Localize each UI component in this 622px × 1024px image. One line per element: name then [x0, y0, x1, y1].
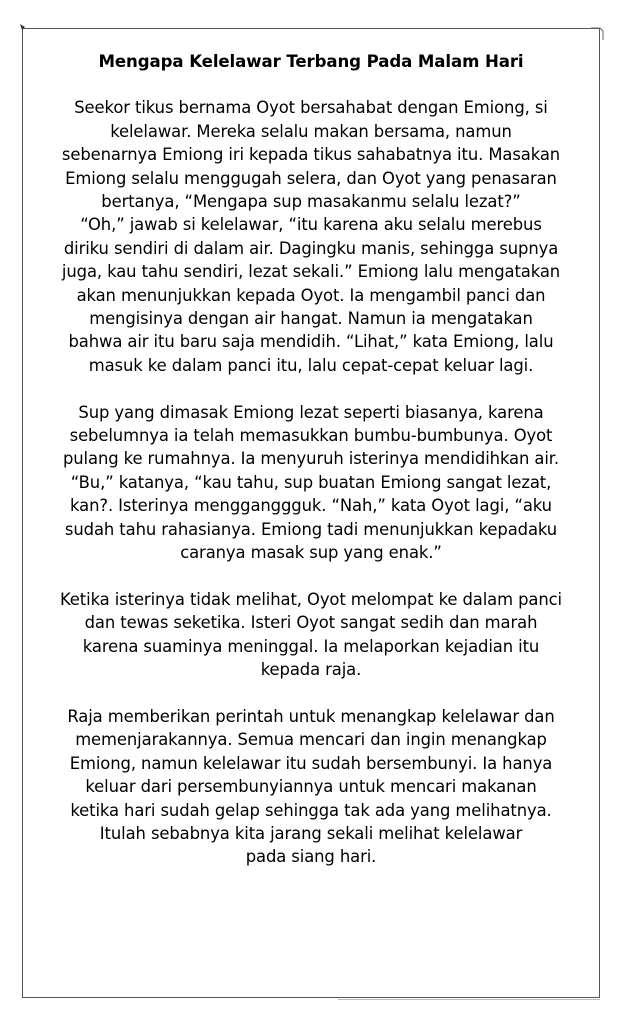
page-curl-icon [590, 27, 604, 41]
text-line: Itulah sebabnya kita jarang sekali melihat kelelawar [99, 823, 523, 843]
text-line: caranya masak sup yang enak.” [180, 543, 442, 563]
text-line: keluar dari persembunyiannya untuk mencari makanan [85, 777, 537, 797]
text-line: Raja memberikan perintah untuk menangkap kelelawar dan [67, 706, 555, 726]
text-line: “Bu,” katanya, “kau tahu, sup buatan Emiong sangat lezat, [70, 472, 552, 492]
corner-mark-icon [18, 22, 28, 32]
paragraph-3 [30, 588, 592, 682]
text-line: masuk ke dalam panci itu, lalu cepat-cepat keluar lagi. [88, 355, 534, 375]
text-line: dan tewas seketika. Isteri Oyot sangat sedih dan marah [84, 613, 538, 633]
text-line: memenjarakannya. Semua mencari dan ingin menangkap [75, 730, 547, 750]
text-line: pada siang hari. [245, 847, 377, 867]
text-line: Seekor tikus bernama Oyot bersahabat dengan Emiong, si [74, 98, 548, 118]
text-line: pulang ke rumahnya. Ia menyuruh isterinya mendidihkan air. [62, 449, 560, 469]
text-line: kepada raja. [260, 660, 362, 680]
text-line: sudah tahu rahasianya. Emiong tadi menunjukkan kepadaku [64, 519, 558, 539]
text-line: Sup yang dimasak Emiong lezat seperti biasanya, karena [78, 402, 544, 422]
text-line: bertanya, “Mengapa sup masakanmu selalu lezat?” [101, 192, 521, 212]
text-line: akan menunjukkan kepada Oyot. Ia mengambil panci dan [76, 285, 546, 305]
text-line: sebenarnya Emiong iri kepada tikus sahabatnya itu. Masakan [61, 145, 561, 165]
text-line: Ketika isterinya tidak melihat, Oyot melompat ke dalam panci [59, 589, 563, 609]
text-line: Emiong selalu menggugah selera, dan Oyot yang penasaran [65, 168, 557, 188]
text-line: mengisinya dengan air hangat. Namun ia mengatakan [89, 309, 533, 329]
text-line: Emiong, namun kelelawar itu sudah bersembunyi. Ia hanya [69, 753, 553, 773]
story-title: Mengapa Kelelawar Terbang Pada Malam Hari [98, 52, 524, 71]
text-line: kan?. Isterinya mengganggguk. “Nah,” kata Oyot lagi, “aku [70, 496, 552, 516]
text-line: bahwa air itu baru saja mendidih. “Lihat,” kata Emiong, lalu [68, 332, 554, 352]
paragraph-2 [30, 401, 592, 565]
page-shadow-line [338, 999, 600, 1000]
paragraph-4 [30, 705, 592, 869]
story-content [30, 50, 592, 892]
text-line: juga, kau tahu sendiri, lezat sekali.” Emiong lalu mengatakan [61, 262, 561, 282]
paragraph-1 [30, 96, 592, 377]
text-line: diriku sendiri di dalam air. Dagingku manis, sehingga supnya [63, 238, 559, 258]
text-line: kelelawar. Mereka selalu makan bersama, namun [110, 121, 512, 141]
text-line: sebelumnya ia telah memasukkan bumbu-bumbunya. Oyot [69, 426, 553, 446]
text-line: karena suaminya meninggal. Ia melaporkan kejadian itu [82, 636, 540, 656]
text-line: “Oh,” jawab si kelelawar, “itu karena aku selalu merebus [80, 215, 542, 235]
text-line: ketika hari sudah gelap sehingga tak ada yang melihatnya. [70, 800, 552, 820]
